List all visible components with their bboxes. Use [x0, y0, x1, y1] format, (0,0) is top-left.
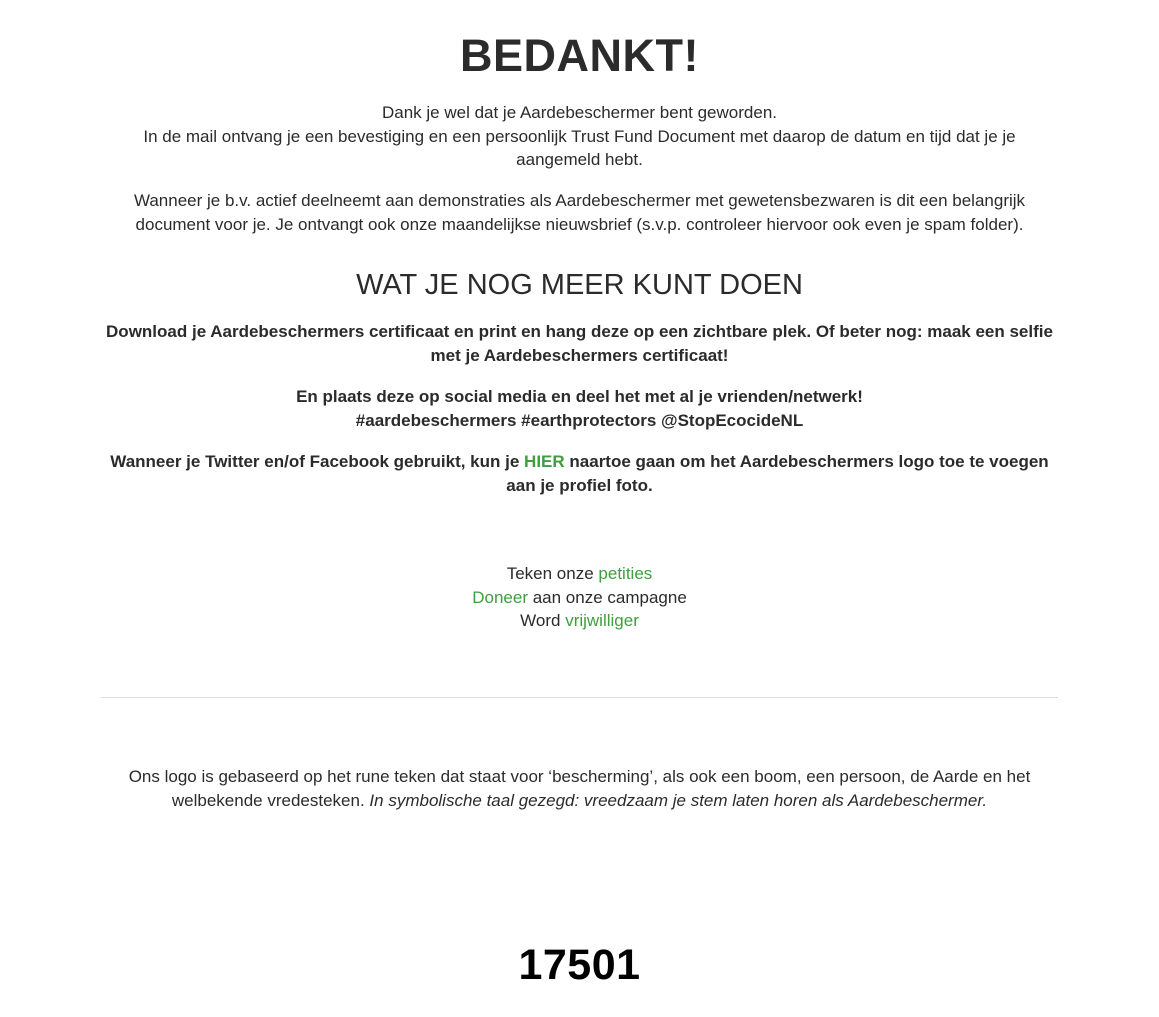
profile-logo-after: naartoe gaan om het Aardebeschermers logo toe te voegen aan je profiel foto. — [506, 452, 1049, 495]
intro-line-2: In de mail ontvang je een bevestiging en een persoonlijk Trust Fund Document met daarop de datum en tijd dat je je aangemeld hebt. — [143, 126, 1016, 169]
share-line-1: En plaats deze op social media en deel het met al je vrienden/netwerk! — [296, 387, 863, 406]
hashtags: #aardebeschermers #earthprotectors @StopEcocideNL — [355, 410, 804, 430]
donate-after: aan onze campagne — [527, 587, 687, 607]
petition-before: Teken onze — [506, 564, 599, 583]
divider — [101, 697, 1058, 698]
share-text — [100, 385, 1059, 432]
intro-line-1: Dank je wel dat je Aardebeschermer bent geworden. — [381, 103, 777, 122]
volunteer-before: Word — [520, 611, 566, 630]
intro-paragraph-2: Wanneer je b.v. actief deelneemt aan demonstraties als Aardebeschermer met gewetensbezwaren is dit een belangrijk document voor je. Je ontvangt ook onze maandelijkse nieuwsbrief (s.v.p. controleer hiervoor ook even je spam folder). — [133, 191, 1026, 234]
petitions-link[interactable]: petities — [598, 564, 653, 583]
volunteer-link[interactable]: vrijwilliger — [565, 611, 639, 630]
profile-logo-before: Wanneer je Twitter en/of Facebook gebruikt, kun je — [110, 452, 525, 471]
hier-link[interactable]: HIER — [524, 452, 565, 471]
profile-logo-text — [100, 450, 1059, 497]
logo-description-italic: In symbolische taal gezegd: vreedzaam je stem laten horen als Aardebeschermer. — [369, 790, 988, 810]
action-links — [100, 562, 1059, 633]
intro-text — [100, 101, 1059, 172]
download-certificate-text: Download je Aardebeschermers certificaat en print en hang deze op een zichtbare plek. Of beter nog: maak een selfie met je Aardebeschermers certificaat! — [106, 322, 1053, 365]
donate-link[interactable]: Doneer — [472, 587, 528, 607]
logo-description-text: Ons logo is gebaseerd op het rune teken dat staat voor ‘bescherming’, als ook een boom, een persoon, de Aarde en het welbekende vredesteken. — [128, 767, 1031, 810]
page-title: BEDANKT! — [460, 30, 699, 81]
section-title: WAT JE NOG MEER KUNT DOEN — [356, 269, 803, 301]
signup-counter: 17501 — [518, 941, 641, 989]
logo-description — [100, 765, 1059, 812]
